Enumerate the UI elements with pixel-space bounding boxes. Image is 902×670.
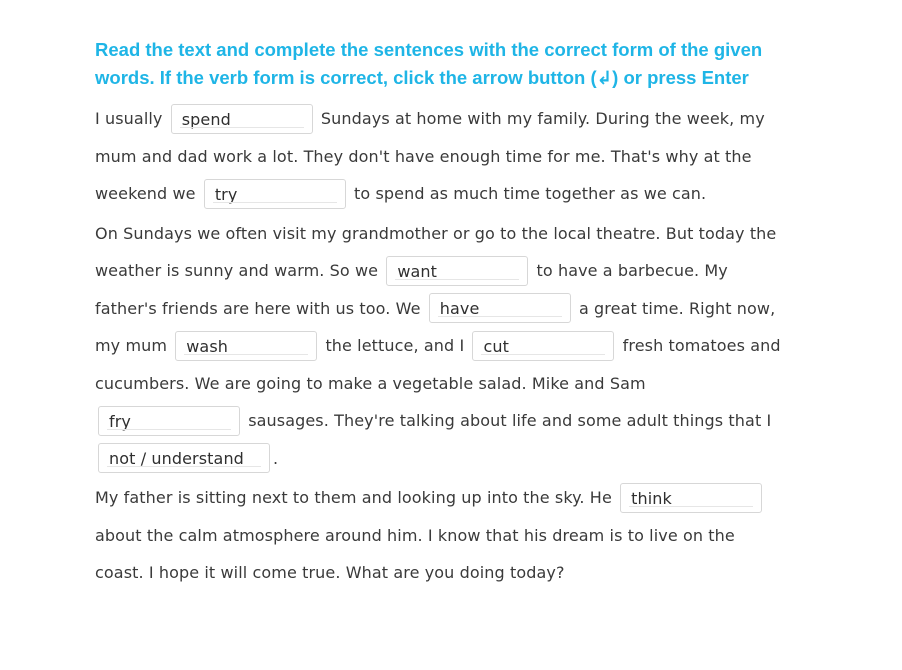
- gap-input-fry[interactable]: fry: [98, 406, 240, 436]
- gap-input-think[interactable]: think: [620, 483, 762, 513]
- text-segment: .: [273, 448, 279, 468]
- text-segment: a great time. Right now, my mum: [95, 298, 776, 355]
- exercise-container: [95, 36, 785, 594]
- gap-input-want[interactable]: want: [386, 256, 528, 286]
- text-segment: to spend as much time together as we can.: [354, 184, 707, 203]
- text-segment: I usually: [95, 109, 163, 128]
- gap-input-spend[interactable]: spend: [171, 104, 313, 134]
- gap-input-not-understand[interactable]: not / understand: [98, 443, 270, 473]
- text-segment: sausages. They're talking about life and some adult things that I: [248, 411, 772, 430]
- gap-input-have[interactable]: have: [429, 293, 571, 323]
- paragraph-2: [95, 215, 785, 478]
- text-segment: to have a barbecue. My father's friends are here with us too. We: [95, 261, 728, 318]
- paragraph-1: [95, 100, 785, 213]
- text-segment: On Sundays we often visit my grandmother or go to the local theatre. But today the weather is sunny and warm. So we: [95, 223, 777, 280]
- instruction-text: Read the text and complete the sentences with the correct form of the given words. If the verb form is correct, click the arrow button (↲) or press Enter: [95, 39, 763, 88]
- gap-input-cut[interactable]: cut: [472, 331, 614, 361]
- text-segment: fresh tomatoes and cucumbers. We are going to make a vegetable salad. Mike and Sam: [95, 336, 781, 393]
- text-segment: the lettuce, and I: [325, 336, 465, 355]
- paragraph-3: [95, 479, 785, 592]
- text-segment: about the calm atmosphere around him. I know that his dream is to live on the coast. I hope it will come true. What are you doing today?: [95, 525, 735, 582]
- gap-input-wash[interactable]: wash: [175, 331, 317, 361]
- text-segment: My father is sitting next to them and looking up into the sky. He: [95, 488, 612, 507]
- text-segment: Sundays at home with my family. During the week, my mum and dad work a lot. They don't have enough time for me. That's why at the weekend we: [95, 109, 765, 203]
- gap-input-try[interactable]: try: [204, 179, 346, 209]
